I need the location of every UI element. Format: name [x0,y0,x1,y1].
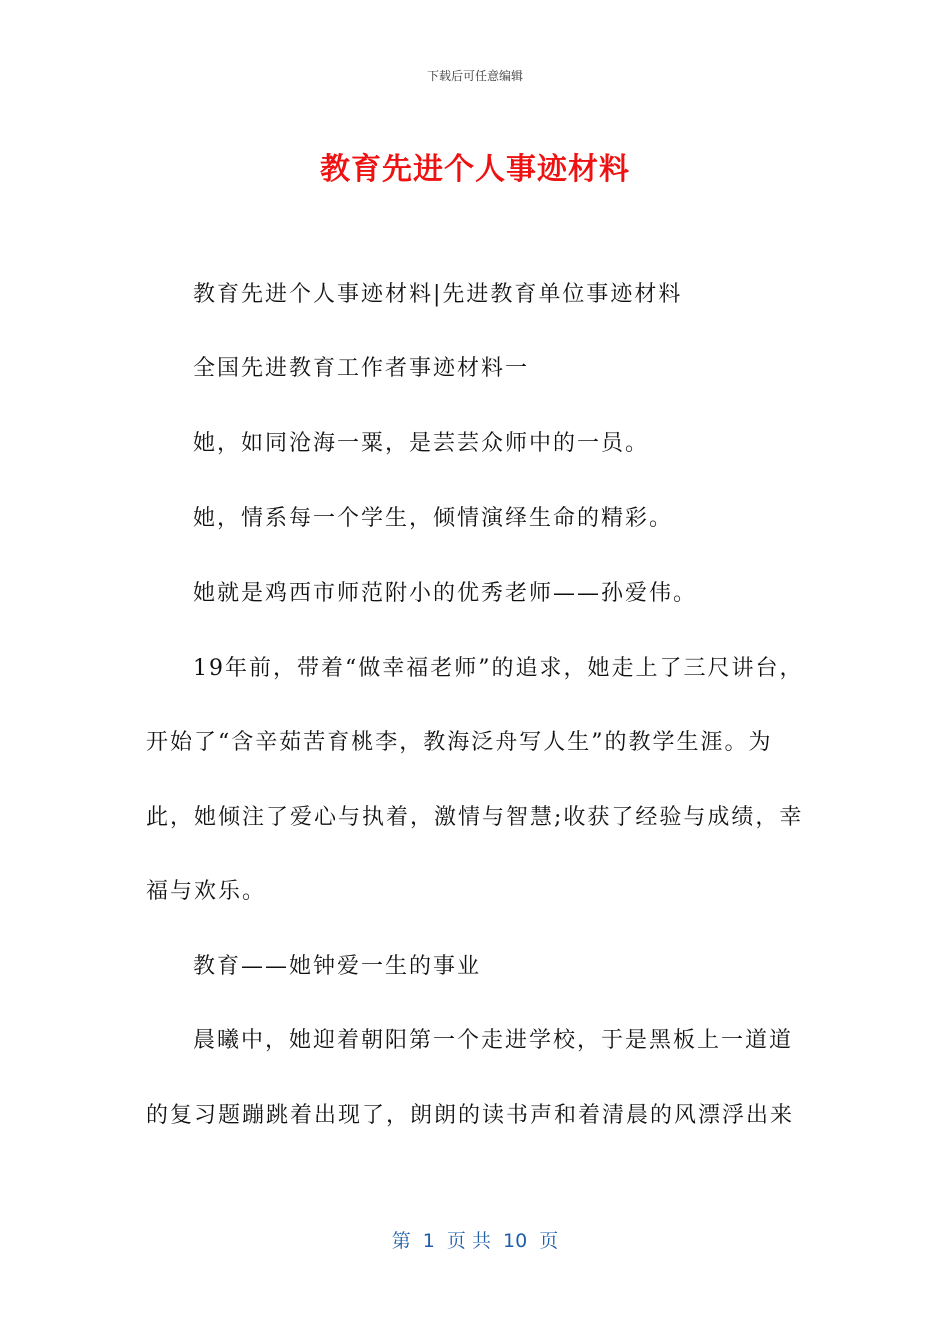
header-note: 下载后可任意编辑 [426,69,523,83]
paragraph-line-9: 福与欢乐。 [146,879,267,904]
paragraph-line-6: 19年前，带着“做幸福老师”的追求，她走上了三尺讲台， [193,656,804,681]
page-footer: 第 1 页 共 10 页 [391,1230,559,1252]
paragraph-line-1: 教育先进个人事迹材料|先进教育单位事迹材料 [193,282,683,307]
paragraph-line-5: 她就是鸡西市师范附小的优秀老师——孙爱伟。 [193,581,698,606]
paragraph-line-11: 晨曦中，她迎着朝阳第一个走进学校，于是黑板上一道道 [193,1028,794,1053]
document-title: 教育先进个人事迹材料 [320,152,630,187]
paragraph-line-12: 的复习题蹦跳着出现了，朗朗的读书声和着清晨的风漂浮出来 [146,1103,795,1128]
section-heading: 教育——她钟爱一生的事业 [193,954,482,979]
paragraph-line-3: 她，如同沧海一粟，是芸芸众师中的一员。 [193,431,650,456]
paragraph-line-4: 她，情系每一个学生，倾情演绎生命的精彩。 [193,506,674,531]
paragraph-line-2: 全国先进教育工作者事迹材料一 [193,356,530,381]
paragraph-line-7: 开始了“含辛茹苦育桃李，教海泛舟写人生”的教学生涯。为 [146,730,773,755]
paragraph-line-8: 此，她倾注了爱心与执着，激情与智慧;收获了经验与成绩，幸 [146,805,804,830]
